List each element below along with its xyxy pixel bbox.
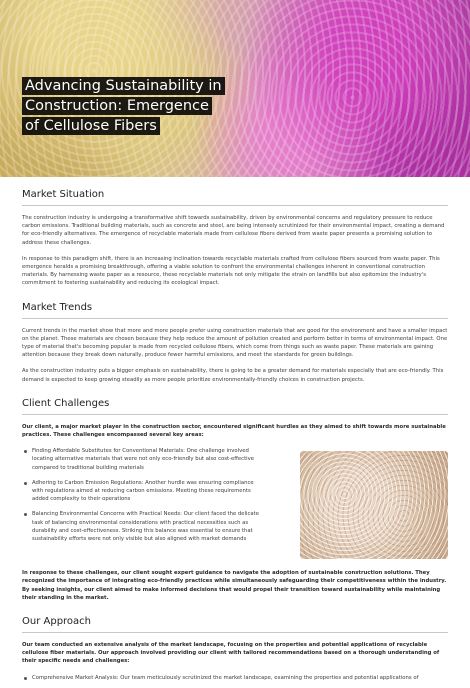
challenge-item-2: Adhering to Carbon Emission Regulations: Another hurdle was ensuring compliance with regulations aimed at reducing carbon emissions. Meeting these requirements added complexity to their operations [32,479,254,503]
article-body [0,189,470,682]
page-title-line-3: of Cellulose Fibers [22,117,160,135]
page-title [22,76,242,136]
list-item [22,674,448,682]
market-situation-paragraph-2: In response to this paradigm shift, there is an increasing inclination towards recyclable materials crafted from cellulose fibers sourced from waste paper. This emergence heralds a promising breakthrough, offering a viable solution to confront the environmental challenges inherent in conventional construction materials. By harnessing waste paper as a resource, these recyclable materials not only mitigate the strain on landfills but also epitomize the industry's commitment to fostering sustainability and reducing its ecological impact. [22,255,440,287]
client-challenges-closing: In response to these challenges, our client sought expert guidance to navigate the adoption of sustainable construction solutions. They recognized the importance of integrating eco-friendly practices while simultaneously safeguarding their competitiveness within the industry. By seeking insights, our client aimed to make informed decisions that would propel their transition toward sustainability while maintaining their standing in the market. [22,570,447,601]
client-challenges-intro: Our client, a major market player in the construction sector, encountered significant hurdles as they aimed to shift towards more sustainable practices. These challenges encompassed several key areas: [22,423,446,439]
list-item [22,479,260,504]
bullet-icon [24,677,27,680]
market-trends-paragraph-1: Current trends in the market show that more and more people prefer using construction materials that are good for the environment and have a smaller impact on the planet. These materials are chosen because they help reduce the amount of pollution created and perform better in terms of environmental impact. One type of material that's becoming popular is made from recycled cellulose fibers, which come from things such as waste paper. These materials are gaining attention because they break down naturally, produce fewer harmful emissions, and meet the standards for green buildings. [22,327,448,359]
client-challenges-heading: Client Challenges [22,398,448,415]
hero-banner [0,0,470,177]
market-situation-paragraph-1: The construction industry is undergoing a transformative shift towards sustainability, driven by environmental concerns and regulatory pressure to reduce carbon emissions. Traditional building materials, such as concrete and steel, are being intensely scrutinized for their environmental impact, creating a demand for eco-friendly alternatives. The emergence of recyclable materials made from cellulose fibers derived from waste paper presents a promising solution to address these challenges. [22,215,445,246]
page-title-line-1: Advancing Sustainability in [22,77,225,95]
market-trends-paragraph-2: As the construction industry puts a bigger emphasis on sustainability, there is going to be a greater demand for materials especially that are eco-friendly. This demand is expected to keep growing steadily as more people prioritize environmentally-friendly choices in construction projects. [22,368,444,383]
challenge-item-1: Finding Affordable Substitutes for Conventional Materials: One challenge involved locating alternative materials that were not only eco-friendly but also cost-effective compared to traditional building materials [32,448,255,471]
client-challenges-section [22,398,448,602]
page-title-line-2: Construction: Emergence [22,97,212,115]
market-trends-section [22,302,448,384]
approach-item-1: Comprehensive Market Analysis: Our team meticulously scrutinized the market landscape, examining the properties and potential applications of [32,674,419,681]
our-approach-intro: Our team conducted an extensive analysis of the market landscape, focusing on the properties and potential applications of recyclable cellulose fiber materials. Our approach involved providing our client with tailored recommendations based on a thorough understanding of their specific needs and challenges: [22,642,440,665]
market-situation-heading: Market Situation [22,189,448,206]
bullet-icon [24,482,27,485]
market-trends-heading: Market Trends [22,302,448,319]
market-situation-section [22,189,448,288]
client-challenges-list [22,447,260,559]
list-item [22,447,260,472]
cellulose-fiber-image [300,451,448,559]
challenge-item-3: Balancing Environmental Concerns with Practical Needs: Our client faced the delicate task of balancing environmental considerations with practical necessities such as durability and cost-effectiveness. Striking this balance was essential to ensure that sustainability efforts were not only visible but also aligned with market demands [32,511,259,543]
client-challenges-row [22,447,448,559]
bullet-icon [24,450,27,453]
bullet-icon [24,513,27,516]
our-approach-list [22,674,448,682]
our-approach-heading: Our Approach [22,616,448,633]
our-approach-section [22,616,448,682]
list-item [22,510,260,543]
